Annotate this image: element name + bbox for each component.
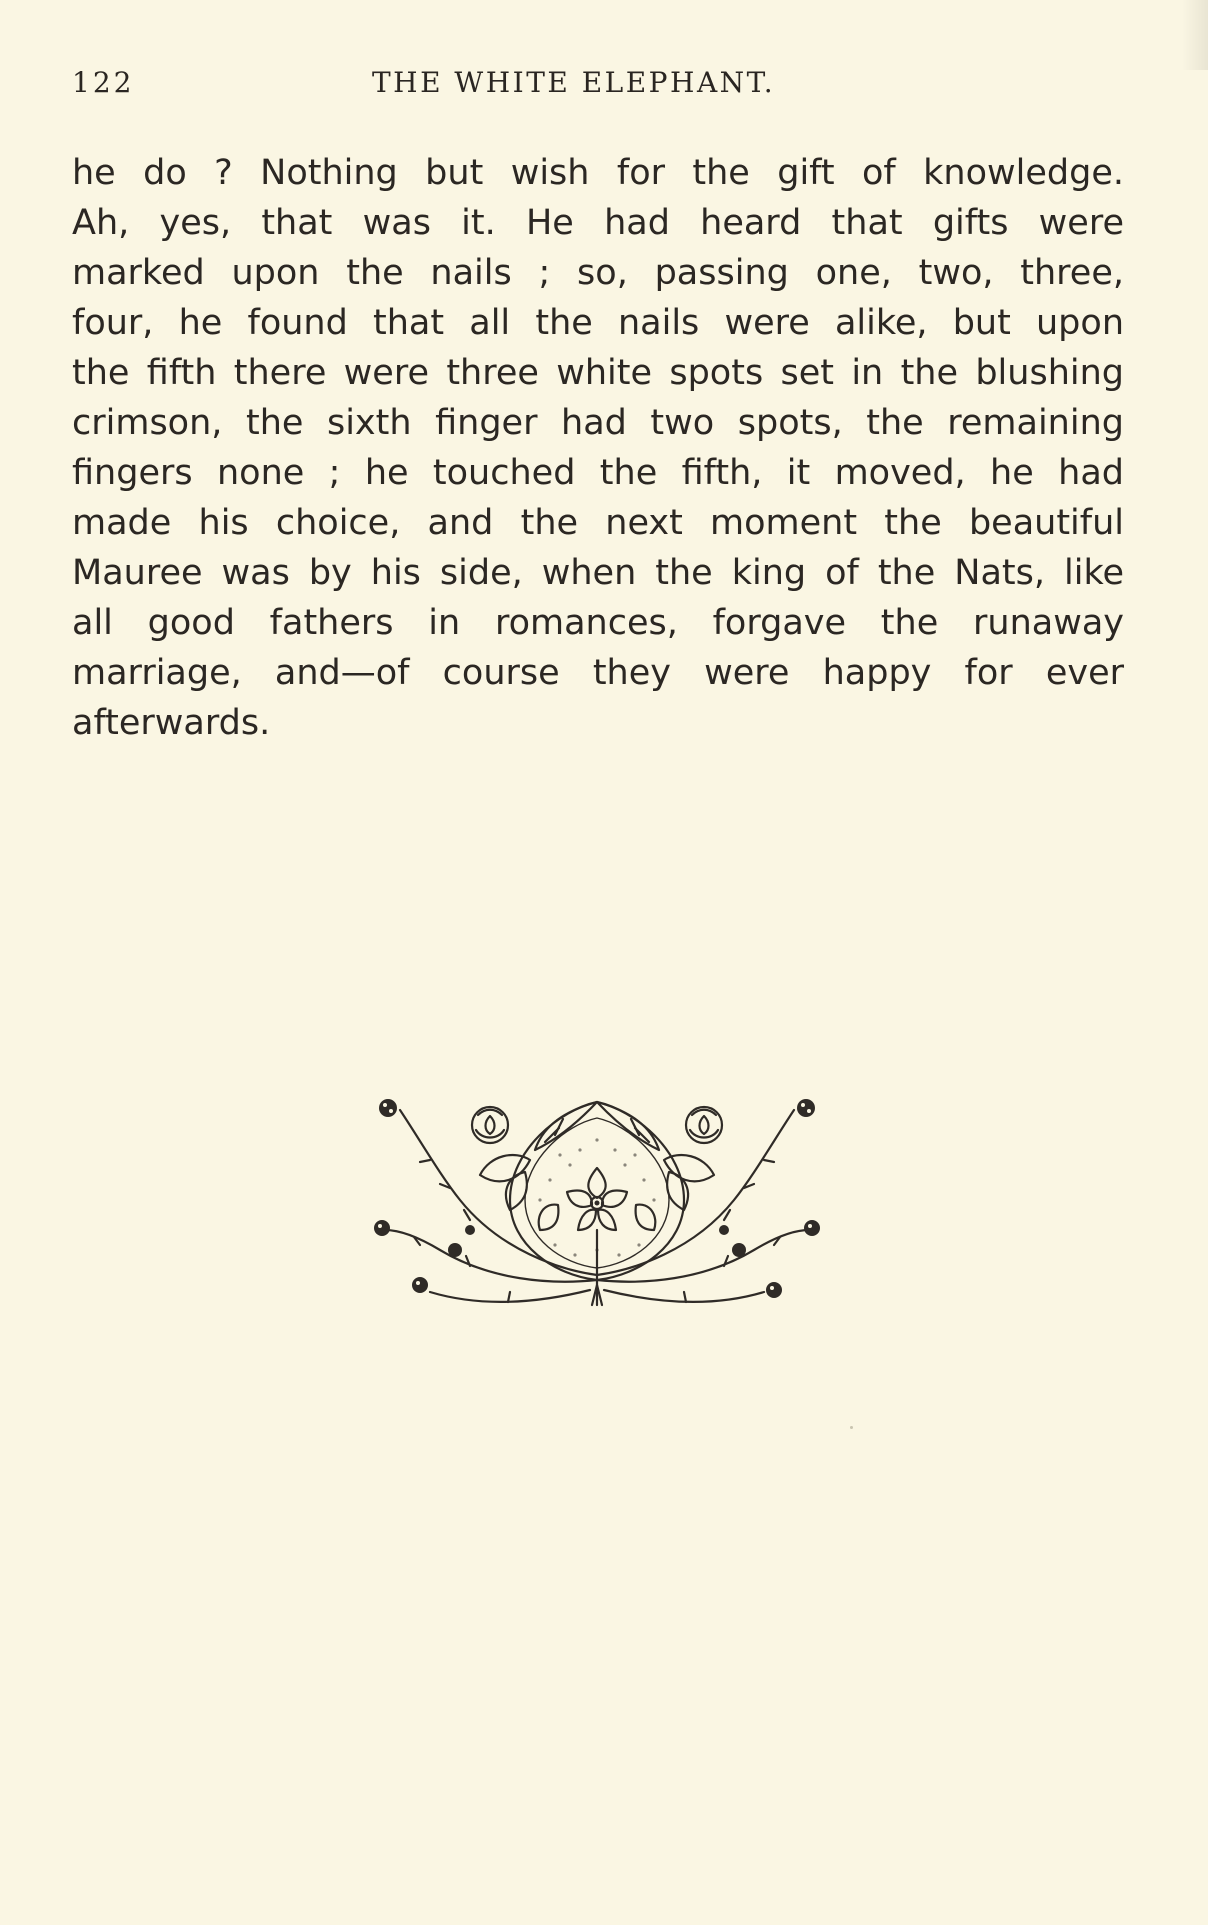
page-edge-shadow (1182, 0, 1208, 70)
body-paragraph (72, 148, 1124, 748)
running-head (72, 66, 1132, 106)
running-title: THE WHITE ELEPHANT. (372, 66, 776, 99)
text-line: marriage, and—of course they were happy for ever (72, 653, 1124, 693)
text-line-last: afterwards. (72, 703, 271, 743)
text-line: Ah, yes, that was it. He had heard that gifts were (72, 203, 1124, 243)
text-line: made his choice, and the next moment the beautiful (72, 503, 1124, 543)
text-line: Mauree was by his side, when the king of the Nats, like (72, 553, 1124, 593)
paper-speck (850, 1426, 853, 1429)
text-line: crimson, the sixth finger had two spots, the remaining (72, 403, 1124, 443)
text-line: fingers none ; he touched the fifth, it moved, he had (72, 453, 1124, 493)
text-line: he do ? Nothing but wish for the gift of knowledge. (72, 153, 1124, 193)
page-number: 122 (72, 66, 135, 99)
text-line: the fifth there were three white spots set in the blushing (72, 353, 1124, 393)
text-line: all good fathers in romances, forgave the runaway (72, 603, 1124, 643)
text-line: four, he found that all the nails were alike, but upon (72, 303, 1124, 343)
floral-tailpiece-icon (360, 1080, 834, 1310)
text-line: marked upon the nails ; so, passing one, two, three, (72, 253, 1124, 293)
